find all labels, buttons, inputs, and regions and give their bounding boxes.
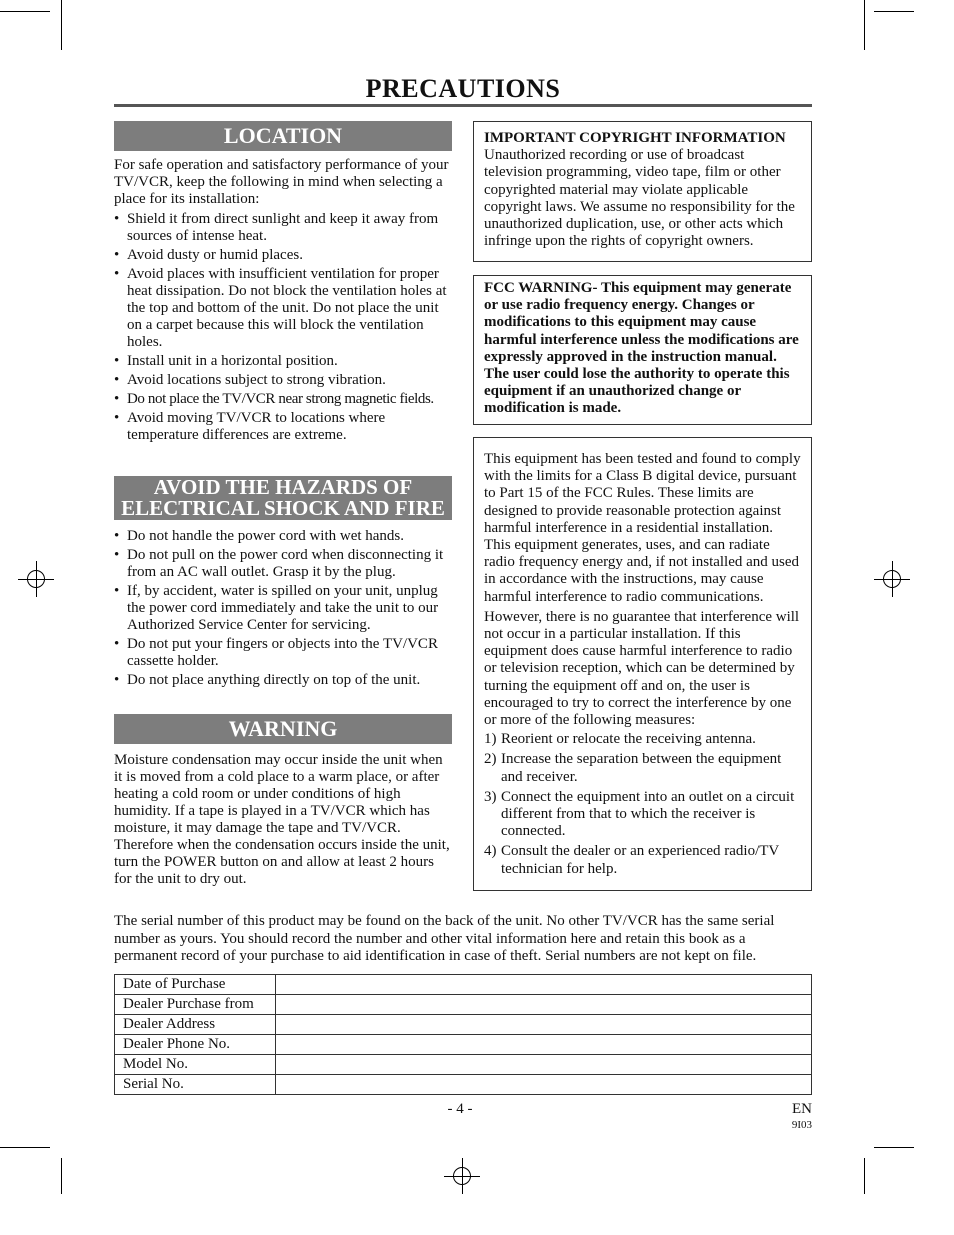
list-item: • Do not put your fingers or objects into the TV/VCR cassette holder.: [114, 636, 452, 670]
list-item: • Do not pull on the power cord when disconnecting it from an AC wall outlet. Grasp it by the plug.: [114, 547, 452, 581]
list-item: • Avoid locations subject to strong vibration.: [114, 372, 452, 389]
list-item: • Do not place anything directly on top of the unit.: [114, 672, 452, 689]
page-title: PRECAUTIONS: [365, 74, 561, 103]
list-item: 1) Reorient or relocate the receiving antenna.: [484, 731, 756, 748]
list-item: • Do not handle the power cord with wet hands.: [114, 528, 452, 545]
hazards-heading: [114, 476, 452, 520]
hazards-heading-line2: ELECTRICAL SHOCK AND FIRE: [121, 496, 445, 520]
serial-note: The serial number of this product may be found on the back of the unit. No other TV/VCR has the same serial number as yours. You should record the number and other vital information here and retain this book as a permanent record of your purchase to aid identification in case of theft. Serial numbers are not kept on file.: [114, 913, 775, 964]
record-label: Dealer Purchase from: [115, 995, 276, 1015]
hazards-list: [114, 528, 452, 689]
record-label: Dealer Phone No.: [115, 1035, 276, 1055]
record-label: Dealer Address: [115, 1015, 276, 1035]
crop-mark: [874, 11, 914, 12]
crop-mark: [864, 0, 865, 50]
record-value-field[interactable]: [276, 975, 812, 995]
location-section: [114, 157, 452, 446]
list-item: • Avoid dusty or humid places.: [114, 247, 452, 264]
fcc-warning-text: FCC WARNING- This equipment may generate or use radio frequency energy. Changes or modifications to this equipment may cause harmful interference unless the modifications are expressly approved in the instruction manual. The user could lose the authority to operate this equipment if an unauthorized change or modification is made.: [484, 280, 799, 417]
measures-list: [484, 731, 801, 878]
title-rule: [114, 104, 812, 107]
registration-mark-left: [18, 561, 54, 597]
copyright-text: Unauthorized recording or use of broadcast television programming, video tape, film or other copyrighted material may violate applicable copyright laws. We assume no responsibility for the unauthorized duplication, use, or other acts which infringe upon the rights of copyright owners.: [484, 147, 795, 250]
fcc-compliance-para1: This equipment has been tested and found to comply with the limits for a Class B digital device, pursuant to Part 15 of the FCC Rules. These limits are designed to provide reasonable protection against harmful interference in a residential installation. This equipment generates, uses, and can radiate radio frequency energy and, if not installed and used in accordance with the instructions, may cause harmful interference to radio communications.: [484, 451, 801, 605]
location-list: [114, 211, 452, 444]
list-item: • Shield it from direct sunlight and keep it away from sources of intense heat.: [114, 211, 452, 245]
fcc-compliance-box: [473, 437, 812, 891]
list-item: • Install unit in a horizontal position.: [114, 353, 452, 370]
record-value-field[interactable]: [276, 1035, 812, 1055]
warning-heading: WARNING: [114, 714, 452, 744]
fcc-compliance-para2: However, there is no guarantee that interference will not occur in a particular installation. If this equipment does cause harmful interference to radio or television reception, which can be determined by turning the equipment off and on, the user is encouraged to try to correct the interference by one or more of the following measures:: [484, 608, 800, 729]
table-row: [115, 1055, 812, 1075]
crop-mark: [61, 1158, 62, 1194]
crop-mark: [864, 1158, 865, 1194]
table-row: [115, 1035, 812, 1055]
list-item: 2) Increase the separation between the equipment and receiver.: [484, 751, 782, 785]
document-code: 9I03: [791, 1119, 812, 1131]
warning-text: Moisture condensation may occur inside the unit when it is moved from a cold place to a warm place, or after heating a cold room or under conditions of high humidity. If a tape is played in a TV/VCR which has moisture, it may damage the tape and TV/VCR. Therefore when the condensation occurs inside the unit, turn the POWER button on and allow at least 2 hours for the unit to dry out.: [114, 752, 450, 887]
list-item: • Avoid places with insufficient ventilation for proper heat dissipation. Do not block the ventilation holes at the top and bottom of the unit. Do not place the unit on a carpet because this will block the ventilation holes.: [114, 266, 452, 351]
record-label: Model No.: [115, 1055, 276, 1075]
list-item: • Avoid moving TV/VCR to locations where temperature differences are extreme.: [114, 410, 452, 444]
list-item: 4) Consult the dealer or an experienced radio/TV technician for help.: [484, 843, 779, 877]
crop-mark: [61, 0, 62, 50]
list-item: • If, by accident, water is spilled on your unit, unplug the power cord immediately and take the unit to our Authorized Service Center for servicing.: [114, 583, 452, 634]
table-row: [115, 1075, 812, 1095]
hazards-section: [114, 528, 452, 691]
registration-mark-right: [874, 561, 910, 597]
table-row: [115, 975, 812, 995]
record-label: Date of Purchase: [115, 975, 276, 995]
record-value-field[interactable]: [276, 995, 812, 1015]
table-row: [115, 995, 812, 1015]
record-label: Serial No.: [115, 1075, 276, 1095]
crop-mark: [874, 1147, 914, 1148]
location-heading: LOCATION: [114, 121, 452, 151]
language-code: EN: [792, 1101, 812, 1117]
record-value-field[interactable]: [276, 1075, 812, 1095]
table-row: [115, 1015, 812, 1035]
fcc-warning-box: [473, 275, 812, 425]
crop-mark: [0, 11, 50, 12]
record-value-field[interactable]: [276, 1015, 812, 1035]
warning-section: [114, 752, 452, 888]
location-intro: For safe operation and satisfactory performance of your TV/VCR, keep the following in mind when selecting a place for its installation:: [114, 157, 449, 207]
list-item: • Do not place the TV/VCR near strong magnetic fields.: [114, 391, 452, 408]
hazards-heading-line1: AVOID THE HAZARDS OF: [153, 475, 413, 499]
registration-mark-bottom: [444, 1158, 480, 1194]
record-value-field[interactable]: [276, 1055, 812, 1075]
crop-mark: [0, 1147, 50, 1148]
copyright-heading: IMPORTANT COPYRIGHT INFORMATION: [484, 130, 786, 146]
page-number: - 4 -: [447, 1101, 473, 1117]
list-item: 3) Connect the equipment into an outlet on a circuit different from that to which the receiver is connected.: [484, 788, 795, 840]
copyright-box: [473, 121, 812, 262]
purchase-record-table: [114, 974, 812, 1095]
